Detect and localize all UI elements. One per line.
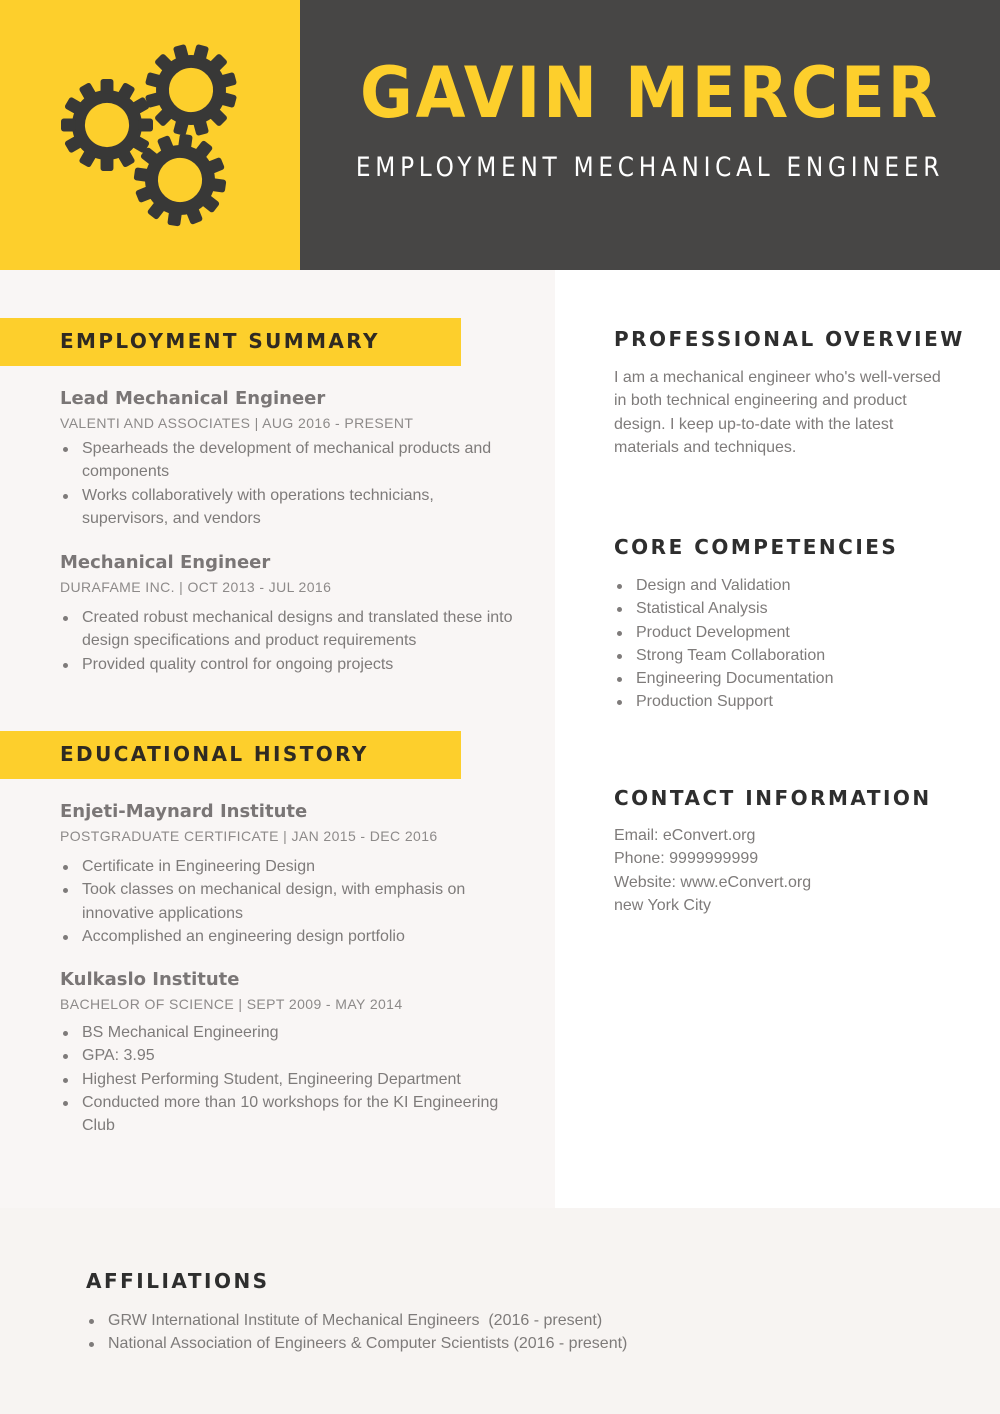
list-item: Spearheads the development of mechanical products and components xyxy=(60,437,510,484)
section-heading: EDUCATIONAL HISTORY xyxy=(60,742,369,766)
school-meta: POSTGRADUATE CERTIFICATE | JAN 2015 - DEC 2016 xyxy=(60,828,438,844)
list-item: Design and Validation xyxy=(614,574,944,597)
list-item: Strong Team Collaboration xyxy=(614,644,944,667)
school-bullets xyxy=(60,1021,500,1137)
school-meta: BACHELOR OF SCIENCE | SEPT 2009 - MAY 2014 xyxy=(60,996,403,1012)
school-name: Enjeti-Maynard Institute xyxy=(60,801,308,822)
contact-location: new York City xyxy=(614,896,711,914)
list-item: Highest Performing Student, Engineering Department xyxy=(60,1068,500,1091)
list-item: National Association of Engineers & Computer Scientists (2016 - present) xyxy=(86,1332,786,1355)
contact-email: Email: eConvert.org xyxy=(614,827,756,844)
core-competencies-heading: CORE COMPETENCIES xyxy=(614,535,899,559)
contact-website: Website: www.eConvert.org xyxy=(614,873,812,891)
list-item: Product Development xyxy=(614,621,944,644)
list-item: GPA: 3.95 xyxy=(60,1044,500,1067)
job-bullets xyxy=(60,606,520,676)
job-title: Mechanical Engineer xyxy=(60,552,271,573)
contact-information-heading: CONTACT INFORMATION xyxy=(614,786,932,810)
contact-phone: Phone: 9999999999 xyxy=(614,850,759,868)
list-item: Created robust mechanical designs and translated these into design specifications and product requirements xyxy=(60,606,520,653)
contact-block xyxy=(614,824,944,917)
employment-summary-banner xyxy=(0,318,461,366)
list-item: Works collaboratively with operations technicians, supervisors, and vendors xyxy=(60,484,510,531)
job-meta: DURAFAME INC. | OCT 2013 - JUL 2016 xyxy=(60,579,332,595)
list-item: Took classes on mechanical design, with emphasis on innovative applications xyxy=(60,878,510,925)
list-item: Engineering Documentation xyxy=(614,667,944,690)
list-item: GRW International Institute of Mechanical Engineers (2016 - present) xyxy=(86,1309,786,1332)
list-item: Accomplished an engineering design portfolio xyxy=(60,925,510,948)
school-name: Kulkaslo Institute xyxy=(60,969,240,990)
candidate-role: EMPLOYMENT MECHANICAL ENGINEER xyxy=(355,152,945,183)
job-meta: VALENTI AND ASSOCIATES | AUG 2016 - PRESENT xyxy=(60,415,414,431)
list-item: Conducted more than 10 workshops for the KI Engineering Club xyxy=(60,1091,500,1138)
list-item: Production Support xyxy=(614,690,944,713)
gears-icon xyxy=(55,40,245,230)
job-title: Lead Mechanical Engineer xyxy=(60,388,326,409)
job-bullets xyxy=(60,437,510,530)
header-logo-panel xyxy=(0,0,300,270)
list-item: Statistical Analysis xyxy=(614,597,944,620)
header-title-panel xyxy=(300,0,1000,270)
school-bullets xyxy=(60,855,510,948)
affiliations-heading: AFFILIATIONS xyxy=(86,1269,270,1293)
list-item: Provided quality control for ongoing projects xyxy=(60,653,520,676)
section-heading: EMPLOYMENT SUMMARY xyxy=(60,329,380,353)
list-item: BS Mechanical Engineering xyxy=(60,1021,500,1044)
candidate-name: GAVIN MERCER xyxy=(359,52,941,134)
educational-history-banner xyxy=(0,731,461,779)
affiliations-list xyxy=(86,1309,786,1356)
competencies-list xyxy=(614,574,944,714)
list-item: Certificate in Engineering Design xyxy=(60,855,510,878)
professional-overview-heading: PROFESSIONAL OVERVIEW xyxy=(614,327,965,351)
overview-text: I am a mechanical engineer who's well-versed in both technical engineering and product design. I keep up-to-date with the latest materials and techniques. xyxy=(614,369,941,456)
